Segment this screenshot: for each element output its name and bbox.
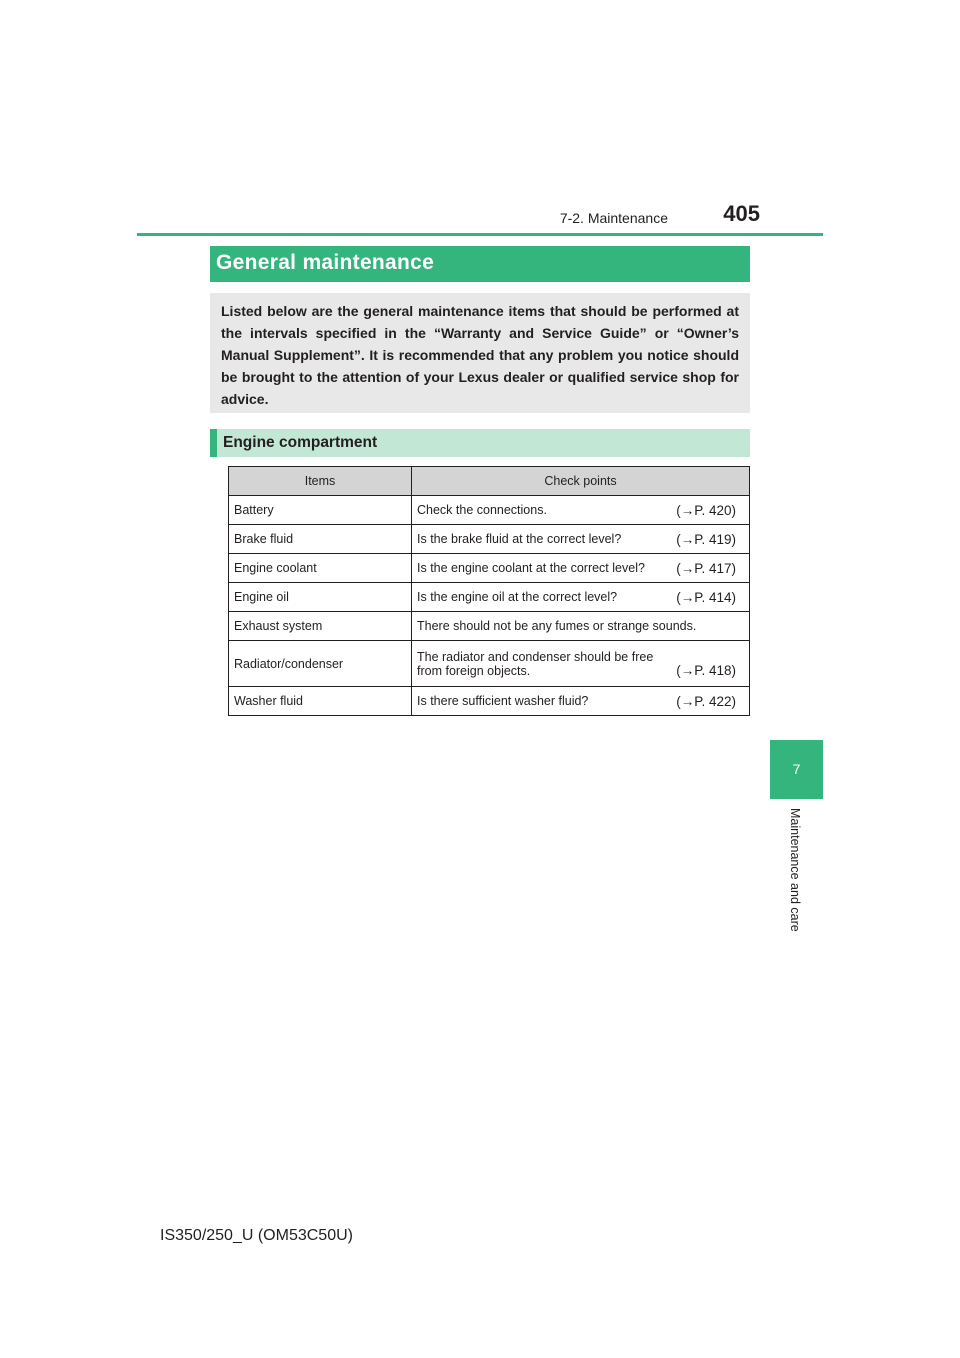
check-text: Is the engine oil at the correct level? bbox=[417, 590, 618, 604]
page-reference: (→P. 417) bbox=[676, 560, 736, 576]
page-reference: (→P. 419) bbox=[676, 531, 736, 547]
item-cell: Engine oil bbox=[229, 583, 412, 612]
intro-text: Listed below are the general maintenance items that should be performed at the intervals specified in the “Warranty and Service Guide” or “Owner’s Manual Supplement”. It is recommended that any problem you notice should be brought to the attention of your Lexus dealer or qualified service shop for advice. bbox=[221, 303, 739, 407]
check-text: The radiator and condenser should be free from foreign objects. bbox=[417, 649, 654, 678]
footer-model-code: IS350/250_U (OM53C50U) bbox=[160, 1227, 353, 1244]
check-text: Is the engine coolant at the correct level? bbox=[417, 561, 645, 575]
page-reference: (→P. 422) bbox=[676, 693, 736, 709]
intro-box bbox=[210, 293, 750, 413]
check-text: There should not be any fumes or strange sounds. bbox=[417, 619, 697, 633]
item-cell: Washer fluid bbox=[229, 687, 412, 716]
maintenance-table bbox=[228, 466, 750, 716]
header-divider bbox=[137, 233, 823, 236]
check-text: Is there sufficient washer fluid? bbox=[417, 694, 589, 708]
item-cell: Radiator/condenser bbox=[229, 641, 412, 687]
check-text: Check the connections. bbox=[417, 503, 547, 517]
table-row bbox=[229, 496, 750, 525]
table-row bbox=[229, 612, 750, 641]
section-heading: Engine compartment bbox=[210, 429, 750, 457]
check-cell bbox=[412, 612, 750, 641]
header-items: Items bbox=[229, 467, 412, 496]
chapter-tab: 7 bbox=[770, 740, 823, 799]
item-cell: Brake fluid bbox=[229, 525, 412, 554]
check-cell bbox=[412, 641, 750, 687]
table-row bbox=[229, 687, 750, 716]
table-row bbox=[229, 583, 750, 612]
header-check-points: Check points bbox=[412, 467, 750, 496]
check-cell bbox=[412, 583, 750, 612]
page-number: 405 bbox=[723, 201, 760, 226]
section-label: 7-2. Maintenance bbox=[559, 210, 668, 226]
page-reference: (→P. 420) bbox=[676, 502, 736, 518]
page-title: General maintenance bbox=[210, 246, 750, 282]
table-row bbox=[229, 525, 750, 554]
check-cell bbox=[412, 496, 750, 525]
table-row bbox=[229, 641, 750, 687]
check-cell bbox=[412, 525, 750, 554]
check-text: Is the brake fluid at the correct level? bbox=[417, 532, 622, 546]
page-reference: (→P. 414) bbox=[676, 589, 736, 605]
table-header-row bbox=[229, 467, 750, 496]
page-reference: (→P. 418) bbox=[676, 662, 736, 678]
check-cell bbox=[412, 687, 750, 716]
check-cell bbox=[412, 554, 750, 583]
chapter-title: Maintenance and care bbox=[788, 808, 802, 932]
item-cell: Battery bbox=[229, 496, 412, 525]
item-cell: Exhaust system bbox=[229, 612, 412, 641]
item-cell: Engine coolant bbox=[229, 554, 412, 583]
table-row bbox=[229, 554, 750, 583]
